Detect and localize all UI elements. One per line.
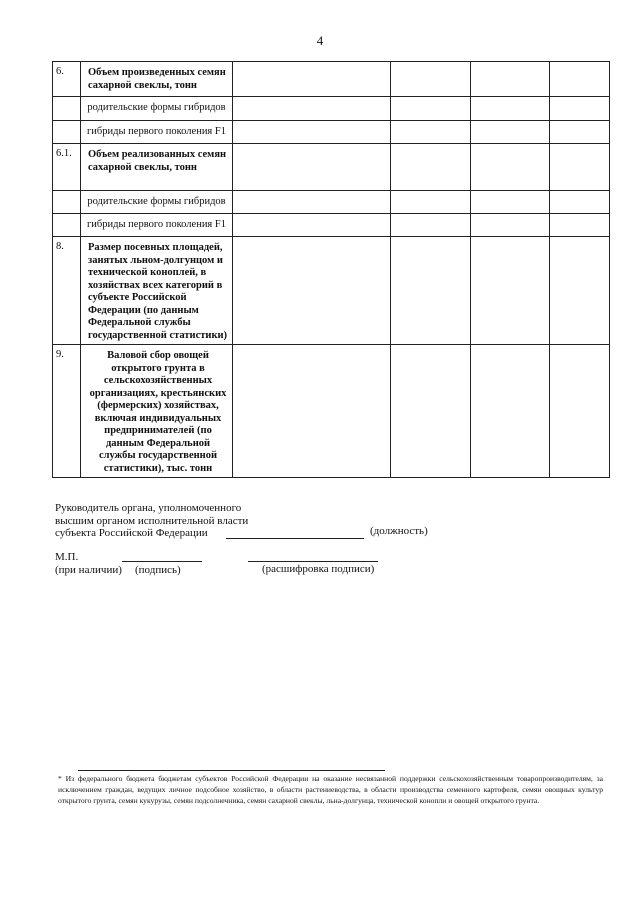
table-row xyxy=(53,237,610,345)
value-cell[interactable] xyxy=(233,97,391,121)
value-cell[interactable] xyxy=(391,97,471,121)
footnote: * Из федерального бюджета бюджетам субъектов Российской Федерации на оказание несвязанной поддержки сельскохозяйственным товаропроизводителям, за исключением граждан, ведущих личное подсобное хозяйство, в области растениеводства, в области производства семенного картофеля, семян овощных культур открытого грунта, семян кукурузы, семян подсолнечника, семян сахарной свеклы, льна-долгунца, технической конопли и овощей открытого грунта. xyxy=(58,774,603,805)
value-cell[interactable] xyxy=(233,191,391,214)
value-cell[interactable] xyxy=(233,62,391,97)
value-cell[interactable] xyxy=(550,144,610,191)
table-row xyxy=(53,97,610,121)
position-line[interactable] xyxy=(226,538,364,539)
value-cell[interactable] xyxy=(471,121,550,144)
value-cell[interactable] xyxy=(233,345,391,478)
table-row xyxy=(53,345,610,478)
row-number: 6.1. xyxy=(53,144,81,191)
row-label: родительские формы гибридов xyxy=(81,191,233,214)
value-cell[interactable] xyxy=(391,62,471,97)
value-cell[interactable] xyxy=(391,237,471,345)
row-label: Объем реализованных семян сахарной свеклы, тонн xyxy=(81,144,233,191)
row-number xyxy=(53,97,81,121)
value-cell[interactable] xyxy=(471,237,550,345)
value-cell[interactable] xyxy=(550,214,610,237)
row-number: 9. xyxy=(53,345,81,478)
value-cell[interactable] xyxy=(550,62,610,97)
data-table xyxy=(52,61,610,478)
value-cell[interactable] xyxy=(550,97,610,121)
value-cell[interactable] xyxy=(233,121,391,144)
table-row xyxy=(53,62,610,97)
value-cell[interactable] xyxy=(233,144,391,191)
value-cell[interactable] xyxy=(391,345,471,478)
footnote-divider xyxy=(78,770,385,771)
row-number xyxy=(53,121,81,144)
value-cell[interactable] xyxy=(471,345,550,478)
seal-label: М.П. xyxy=(55,551,79,563)
seal-note: (при наличии) xyxy=(55,564,122,576)
signature-line[interactable] xyxy=(122,561,202,562)
row-label: Валовой сбор овощей открытого грунта в сельскохозяйственных организациях, крестьянских (фермерских) хозяйствах, включая индивидуальных предпринимателей (по данным Федеральной службы государственной статистики), тыс. тонн xyxy=(81,345,233,478)
value-cell[interactable] xyxy=(550,345,610,478)
row-label: гибриды первого поколения F1 xyxy=(81,214,233,237)
signatory-line-2: высшим органом исполнительной власти xyxy=(55,515,249,527)
row-number xyxy=(53,191,81,214)
value-cell[interactable] xyxy=(391,121,471,144)
value-cell[interactable] xyxy=(550,191,610,214)
value-cell[interactable] xyxy=(471,97,550,121)
value-cell[interactable] xyxy=(391,144,471,191)
decoding-line[interactable] xyxy=(248,561,378,562)
table-row xyxy=(53,144,610,191)
row-label: родительские формы гибридов xyxy=(81,97,233,121)
value-cell[interactable] xyxy=(233,237,391,345)
table-row xyxy=(53,214,610,237)
value-cell[interactable] xyxy=(391,214,471,237)
decoding-label: (расшифровка подписи) xyxy=(262,563,375,575)
value-cell[interactable] xyxy=(471,62,550,97)
value-cell[interactable] xyxy=(550,237,610,345)
row-label: гибриды первого поколения F1 xyxy=(81,121,233,144)
row-label: Объем произведенных семян сахарной свеклы, тонн xyxy=(81,62,233,97)
value-cell[interactable] xyxy=(550,121,610,144)
value-cell[interactable] xyxy=(233,214,391,237)
table-row xyxy=(53,191,610,214)
row-number: 8. xyxy=(53,237,81,345)
position-label: (должность) xyxy=(370,525,428,537)
table-row xyxy=(53,121,610,144)
row-label: Размер посевных площадей, занятых льном-долгунцом и технической коноплей, в хозяйствах всех категорий в субъекте Российской Федерации (по данным Федеральной службы государственной статистики) xyxy=(81,237,233,345)
signatory-line-3: субъекта Российской Федерации xyxy=(55,527,208,539)
value-cell[interactable] xyxy=(471,214,550,237)
value-cell[interactable] xyxy=(471,191,550,214)
page-number: 4 xyxy=(316,33,324,48)
row-number xyxy=(53,214,81,237)
value-cell[interactable] xyxy=(471,144,550,191)
value-cell[interactable] xyxy=(391,191,471,214)
signature-label: (подпись) xyxy=(135,564,181,576)
signatory-line-1: Руководитель органа, уполномоченного xyxy=(55,502,242,514)
row-number: 6. xyxy=(53,62,81,97)
